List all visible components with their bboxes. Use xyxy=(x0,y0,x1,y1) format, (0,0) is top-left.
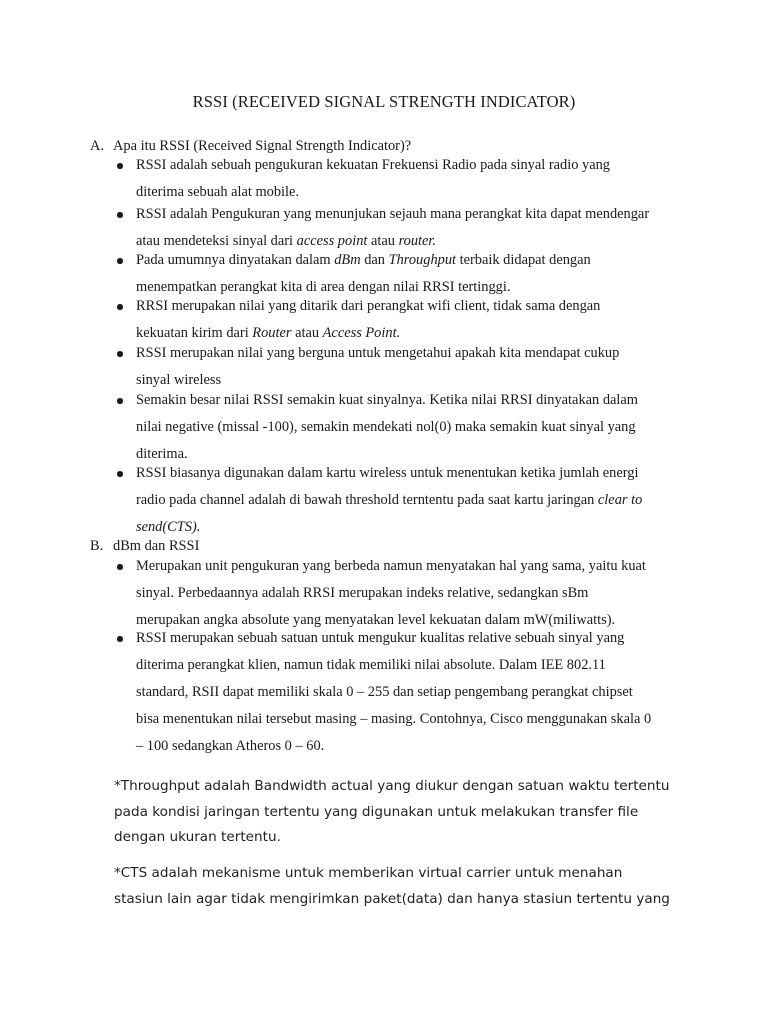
bullet-icon xyxy=(117,564,123,570)
bullet-icon xyxy=(117,212,123,218)
list-item-line xyxy=(136,392,638,409)
list-item-line xyxy=(136,612,615,629)
text-run: RSSI merupakan sebuah satuan untuk mengukur kualitas relative sebuah sinyal yang xyxy=(136,630,625,646)
text-run: Semakin besar nilai RSSI semakin kuat sinyalnya. Ketika nilai RRSI dinyatakan dalam xyxy=(136,392,638,408)
section-letter: B. xyxy=(90,538,104,554)
text-run: standard, RSII dapat memiliki skala 0 – 255 dan setiap pengembang perangkat chipset xyxy=(136,684,633,700)
section-heading-text: dBm dan RSSI xyxy=(113,538,200,554)
bullet-icon xyxy=(117,398,123,404)
text-run: RSSI merupakan nilai yang berguna untuk mengetahui apakah kita mendapat cukup xyxy=(136,345,620,361)
text-run: diterima sebuah alat mobile. xyxy=(136,184,300,200)
footnote-line: dengan ukuran tertentu. xyxy=(114,829,281,845)
list-item-line xyxy=(136,372,221,389)
bullet-icon xyxy=(117,304,123,310)
bullet-icon xyxy=(117,258,123,264)
list-item-line xyxy=(136,630,624,647)
list-item-line xyxy=(136,419,636,436)
text-run: RSSI biasanya digunakan dalam kartu wireless untuk menentukan ketika jumlah energi xyxy=(136,465,639,481)
section-letter: A. xyxy=(90,138,104,154)
bullet-icon xyxy=(117,471,123,477)
list-item-line xyxy=(136,233,436,250)
footnote-line: pada kondisi jaringan tertentu yang digunakan untuk melakukan transfer file xyxy=(114,803,639,820)
footnote-line: *Throughput adalah Bandwidth actual yang diukur dengan satuan waktu tertentu xyxy=(114,778,670,794)
list-item-line xyxy=(136,252,591,269)
list-item-line xyxy=(136,184,299,201)
footnote-line: stasiun lain agar tidak mengirimkan paket(data) dan hanya stasiun tertentu yang xyxy=(114,890,670,907)
text-run: atau mendeteksi sinyal dari xyxy=(136,233,297,249)
italic-term: clear to xyxy=(597,492,643,508)
text-run: dan xyxy=(360,252,389,268)
list-item-line xyxy=(136,325,400,342)
list-item-line xyxy=(136,711,651,728)
list-item-line xyxy=(136,298,600,315)
list-item-line xyxy=(136,558,646,575)
text-run: sinyal wireless xyxy=(136,372,222,388)
italic-term: access point xyxy=(296,233,368,249)
text-run: Merupakan unit pengukuran yang berbeda namun menyatakan hal yang sama, yaitu kuat xyxy=(136,558,646,574)
list-item-line xyxy=(136,206,649,223)
italic-term: Router xyxy=(252,325,292,341)
list-item-line xyxy=(136,657,606,674)
text-run: atau xyxy=(291,325,323,341)
italic-term: Access Point. xyxy=(322,325,401,341)
italic-term: router. xyxy=(398,233,437,249)
text-run: Pada umumnya dinyatakan dalam xyxy=(136,252,335,268)
text-run: merupakan angka absolute yang menyatakan level kekuatan dalam mW(miliwatts). xyxy=(136,612,616,628)
list-item-line xyxy=(136,345,619,362)
section-heading xyxy=(90,138,411,155)
text-run: diterima perangkat klien, namun tidak memiliki nilai absolute. Dalam IEE 802.11 xyxy=(136,657,606,673)
italic-term: dBm xyxy=(334,252,361,268)
text-run: – 100 sedangkan Atheros 0 – 60. xyxy=(136,738,325,754)
text-run: menempatkan perangkat kita di area dengan nilai RRSI tertinggi. xyxy=(136,279,511,295)
bullet-icon xyxy=(117,351,123,357)
list-item-line xyxy=(136,684,633,701)
text-run: sinyal. Perbedaannya adalah RRSI merupakan indeks relative, sedangkan sBm xyxy=(136,585,589,601)
text-run: RSSI adalah sebuah pengukuran kekuatan Frekuensi Radio pada sinyal radio yang xyxy=(136,157,610,173)
text-run: diterima. xyxy=(136,446,188,462)
text-run: radio pada channel adalah di bawah threshold terntentu pada saat kartu jaringan xyxy=(136,492,598,508)
bullet-icon xyxy=(117,163,123,169)
italic-term: send(CTS). xyxy=(136,519,201,535)
section-heading xyxy=(90,538,199,555)
list-item-line xyxy=(136,492,642,509)
list-item-line xyxy=(136,157,610,174)
italic-term: Throughput xyxy=(388,252,457,268)
text-run: terbaik didapat dengan xyxy=(456,252,591,268)
section-heading-text: Apa itu RSSI (Received Signal Strength Indicator)? xyxy=(113,138,412,154)
list-item-line xyxy=(136,465,639,482)
list-item-line xyxy=(136,519,200,536)
page-title: RSSI (RECEIVED SIGNAL STRENGTH INDICATOR) xyxy=(192,92,576,111)
text-run: nilai negative (missal -100), semakin mendekati nol(0) maka semakin kuat sinyal yang xyxy=(136,419,636,435)
list-item-line xyxy=(136,279,510,296)
list-item-line xyxy=(136,446,188,463)
footnote-line: *CTS adalah mekanisme untuk memberikan virtual carrier untuk menahan xyxy=(114,865,623,881)
text-run: kekuatan kirim dari xyxy=(136,325,253,341)
text-run: RRSI merupakan nilai yang ditarik dari perangkat wifi client, tidak sama dengan xyxy=(136,298,601,314)
list-item-line xyxy=(136,585,588,602)
text-run: RSSI adalah Pengukuran yang menunjukan sejauh mana perangkat kita dapat mendengar xyxy=(136,206,650,222)
list-item-line xyxy=(136,738,324,755)
text-run: bisa menentukan nilai tersebut masing – masing. Contohnya, Cisco menggunakan skala 0 xyxy=(136,711,652,727)
bullet-icon xyxy=(117,636,123,642)
text-run: atau xyxy=(367,233,399,249)
